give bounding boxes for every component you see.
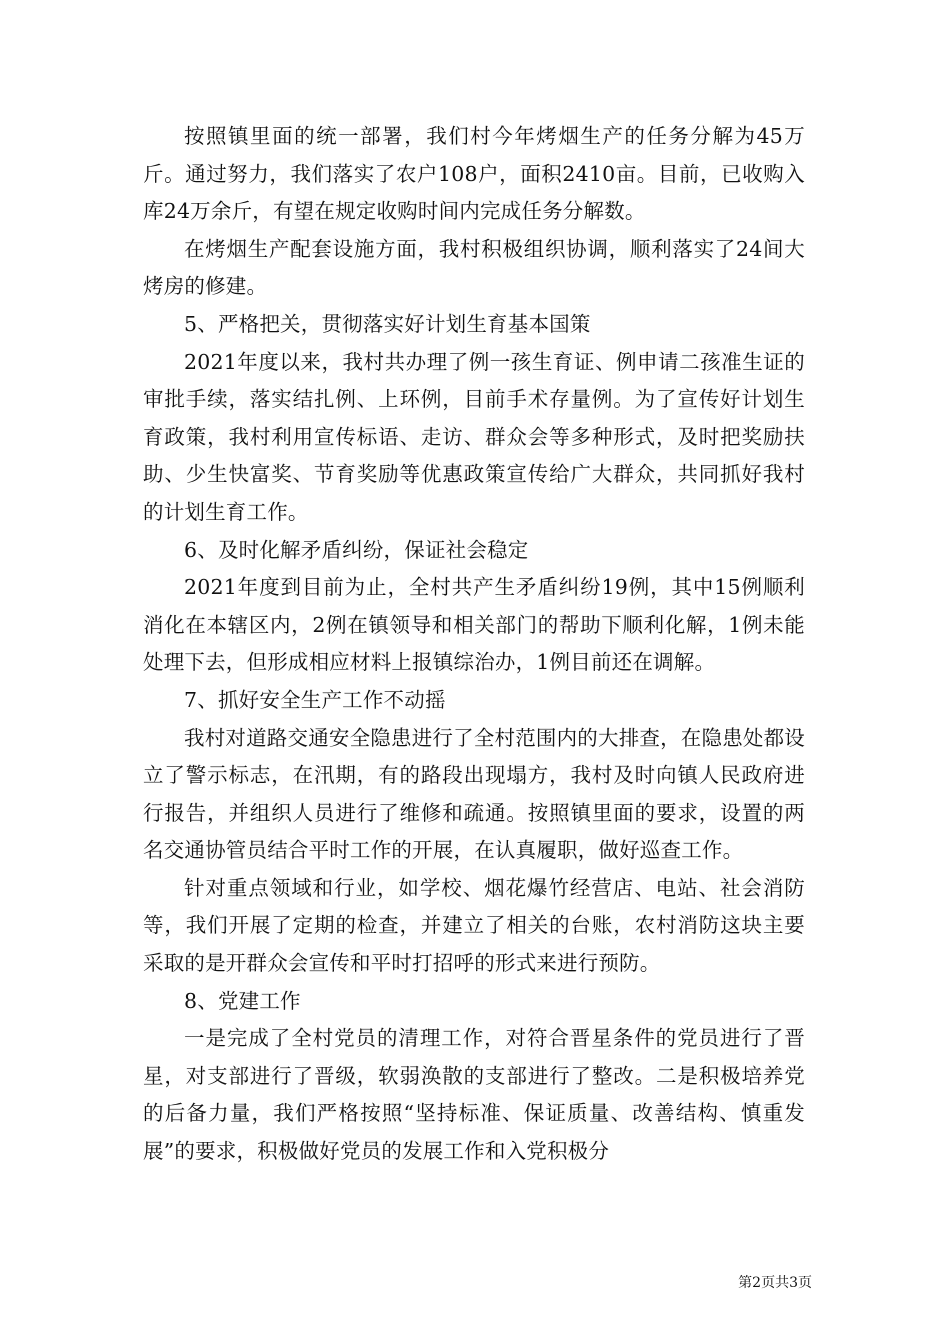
section-heading-party-building: 8、党建工作 [184,988,301,1013]
section-heading-family-planning: 5、严格把关，贯彻落实好计划生育基本国策 [184,311,591,336]
paragraph-traffic-safety: 我村对道路交通安全隐患进行了全村范围内的大排查，在隐患处都设立了警示标志，在汛期，有的路段出现塌方，我村及时向镇人民政府进行报告，并组织人员进行了维修和疏通。按照镇里面的要求，设置的两名交通协管员结合平时工作的开展，在认真履职，做好巡查工作。 [143,725,805,863]
paragraph-tobacco-task: 按照镇里面的统一部署，我们村今年烤烟生产的任务分解为45万斤。通过努力，我们落实了农户108户，面积2410亩。目前，已收购入库24万余斤，有望在规定收购时间内完成任务分解数。 [143,124,805,224]
section-heading-safety: 7、抓好安全生产工作不动摇 [184,687,446,712]
paragraph-party-building: 一是完成了全村党员的清理工作，对符合晋星条件的党员进行了晋星，对支部进行了晋级，软弱涣散的支部进行了整改。二是积极培养党的后备力量，我们严格按照“坚持标准、保证质量、改善结构、慎重发展”的要求，积极做好党员的发展工作和入党积极分 [143,1026,805,1164]
page-number-footer: 第2页共3页 [738,1275,812,1291]
document-body [143,118,805,1171]
paragraph-fire-safety: 针对重点领域和行业，如学校、烟花爆竹经营店、电站、社会消防等，我们开展了定期的检查，并建立了相关的台账，农村消防这块主要采取的是开群众会宣传和平时打招呼的形式来进行预防。 [143,875,805,976]
paragraph-family-planning: 2021年度以来，我村共办理了例一孩生育证、例申请二孩准生证的审批手续，落实结扎例、上环例，目前手术存量例。为了宣传好计划生育政策，我村利用宣传标语、走访、群众会等多种形式，及时把奖励扶助、少生快富奖、节育奖励等优惠政策宣传给广大群众，共同抓好我村的计划生育工作。 [143,349,805,524]
paragraph-tobacco-facilities: 在烤烟生产配套设施方面，我村积极组织协调，顺利落实了24间大烤房的修建。 [143,236,805,299]
paragraph-disputes: 2021年度到目前为止，全村共产生矛盾纠纷19例，其中15例顺利消化在本辖区内，2例在镇领导和相关部门的帮助下顺利化解，1例未能处理下去，但形成相应材料上报镇综治办，1例目前还在调解。 [143,575,805,675]
section-heading-disputes: 6、及时化解矛盾纠纷，保证社会稳定 [184,537,529,562]
